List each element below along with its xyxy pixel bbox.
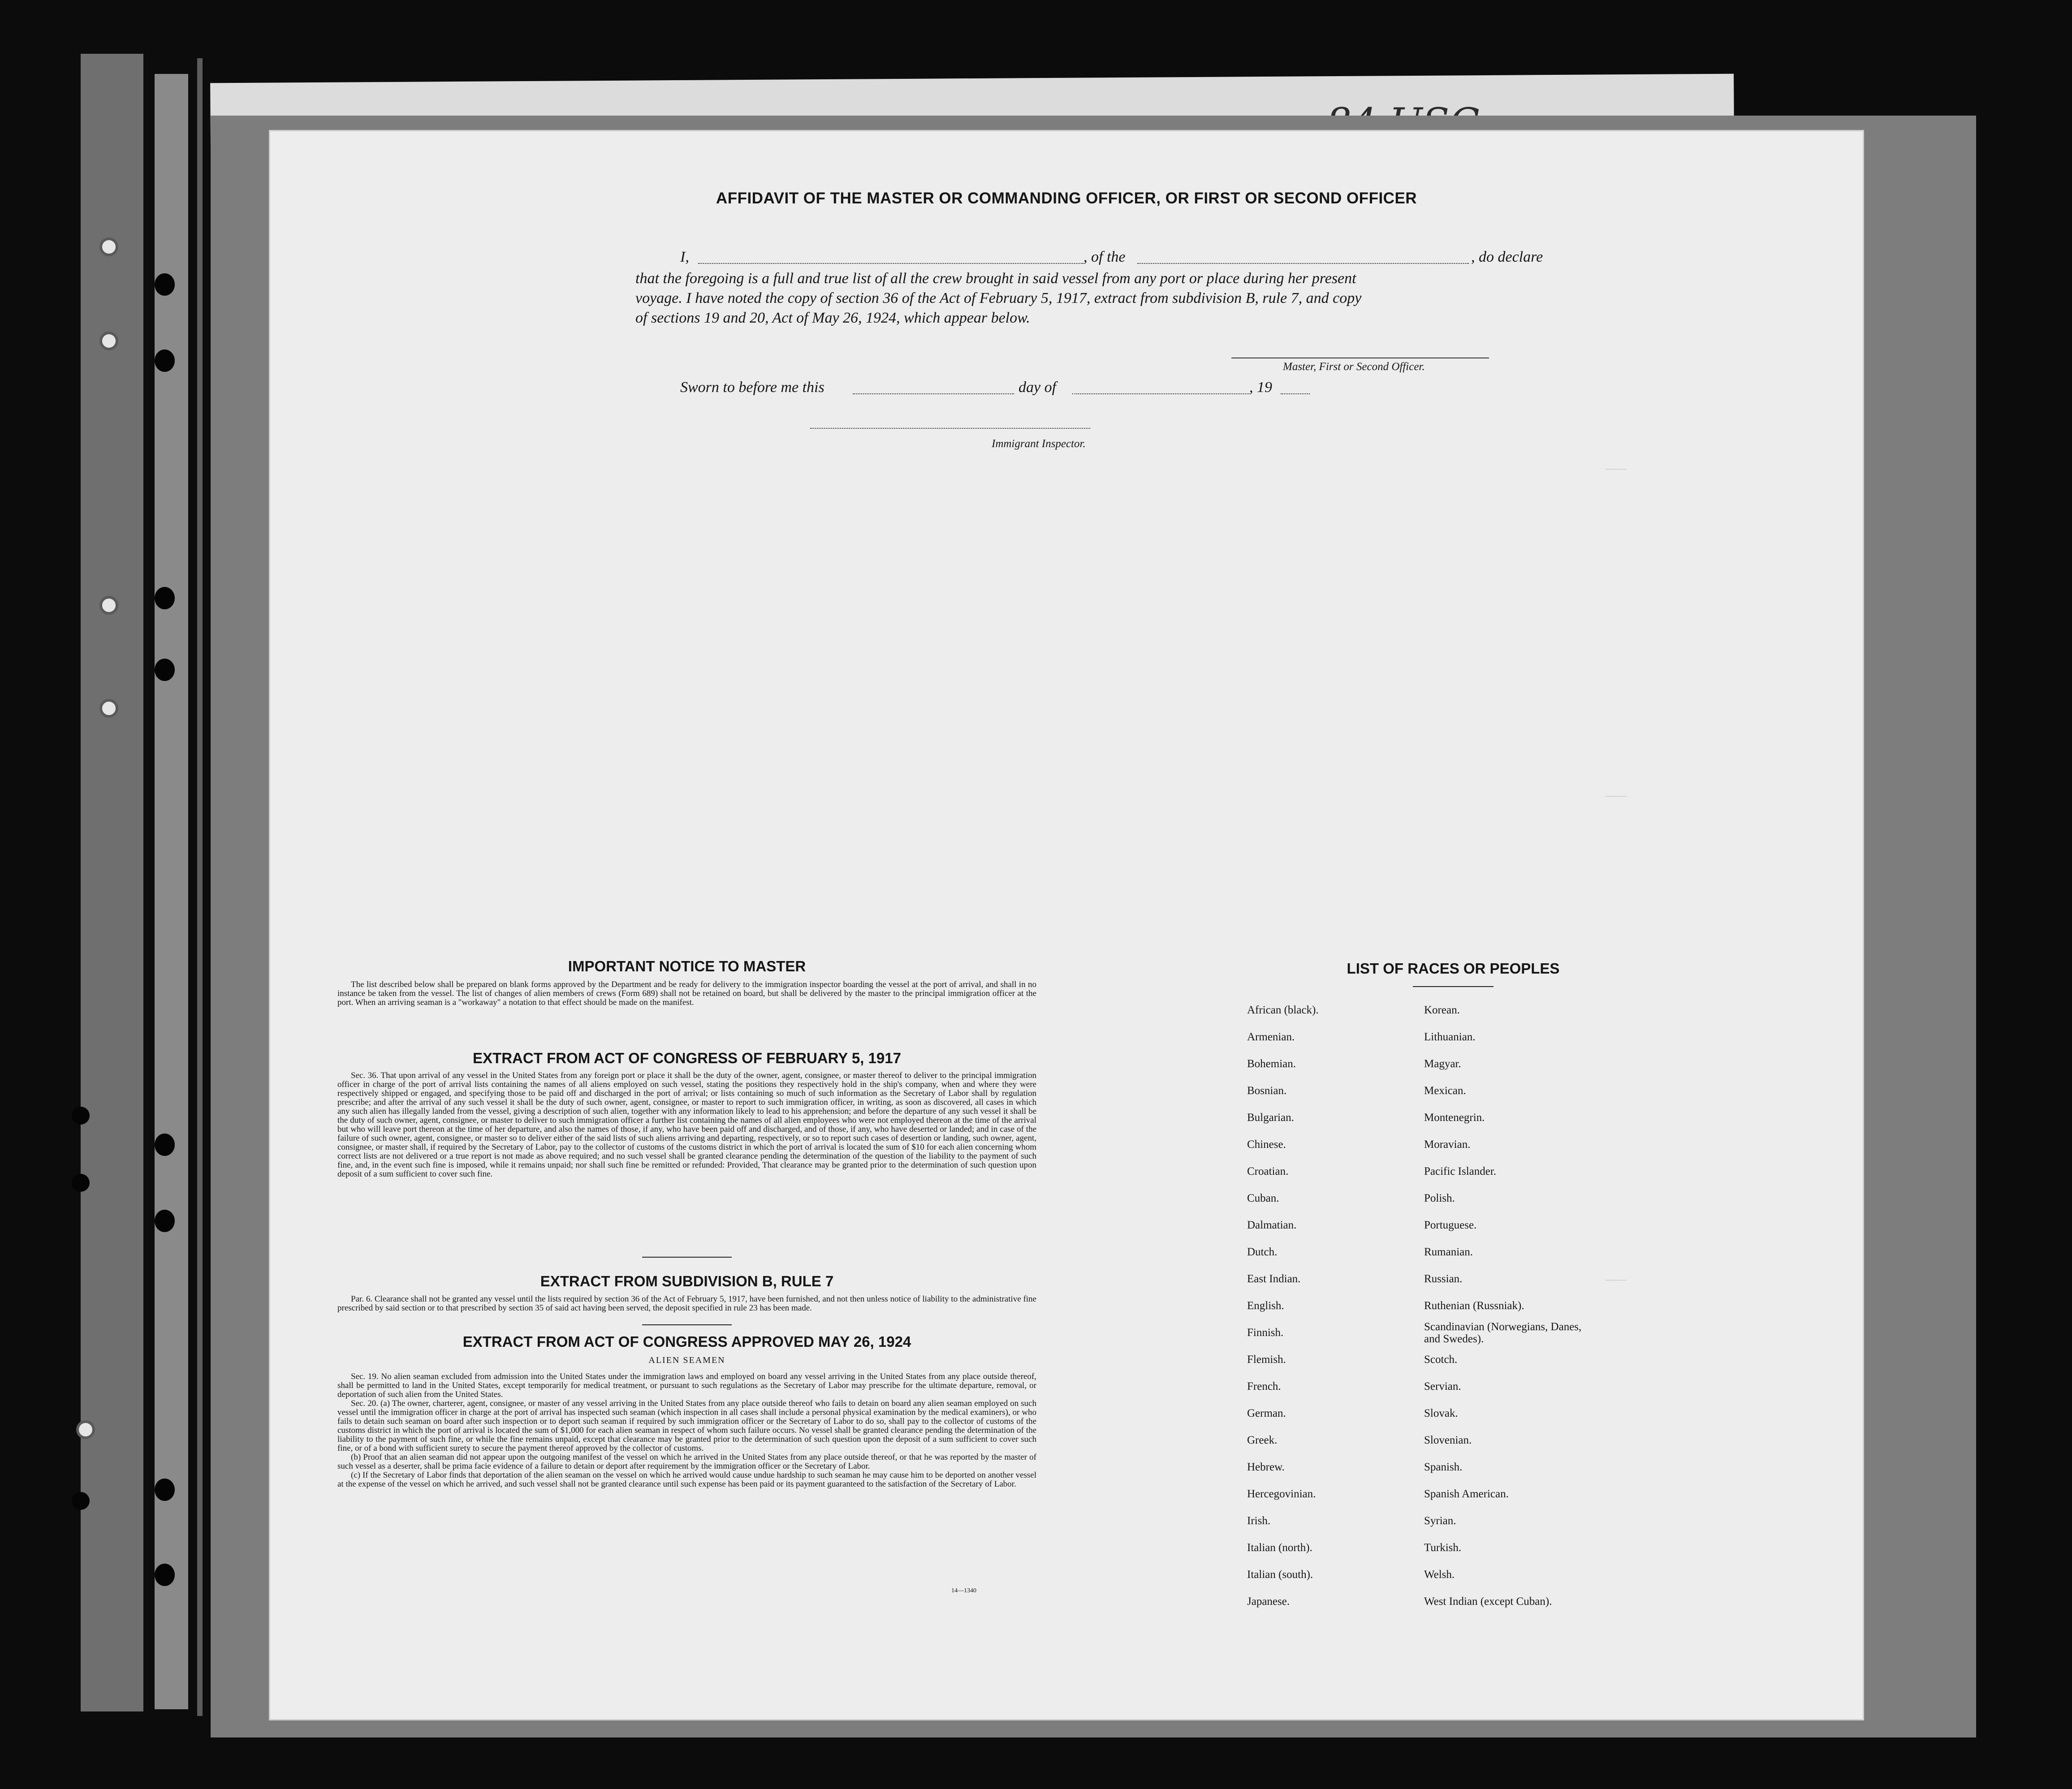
race-item: Servian. [1424,1380,1461,1392]
vessel-field [1137,263,1469,264]
race-item: Slovenian. [1424,1434,1472,1446]
sworn-label: Sworn to before me this [680,379,824,396]
extract-1917-title: EXTRACT FROM ACT OF CONGRESS OF FEBRUARY 5, 1917 [473,1050,901,1066]
race-item: Rumanian. [1424,1246,1473,1258]
binder-hole [76,1420,95,1439]
race-item: Armenian. [1247,1031,1295,1043]
race-item: Korean. [1424,1004,1460,1016]
binder-hole [155,1564,175,1586]
race-item: Hebrew. [1247,1461,1285,1473]
race-item: Lithuanian. [1424,1031,1476,1043]
binder-hole [155,659,175,681]
section-20c-paragraph: (c) If the Secretary of Labor finds that deportation of the alien seaman on the vessel on which he arrived would cause undue hardship to such seaman he may cause him to be deported on another vessel at the expense of the vessel on which he arrived, and such vessel shall not be granted clearance until such expense has been paid or its payment guaranteed to the satisfaction of the Secretary of Labor. [337,1470,1036,1489]
race-item: Finnish. [1247,1327,1284,1339]
inspector-caption: Immigrant Inspector. [992,438,1086,450]
binder-hole [72,1174,90,1192]
section-36-paragraph: Sec. 36. That upon arrival of any vessel in the United States from any foreign port or place it shall be the duty of the owner, agent, consignee, or master thereof to deliver to the principal immigration officer in charge of the port of arrival lists containing the names of all aliens employed on such vessel, stating the positions they respectively hold in the ship's company, when and where they were respectively shipped or engaged, and specifying those to be paid off and discharged in the port of arrival; or lists containing so much of such information as the Secretary of Labor shall by regulation prescribe; and after the arrival of any such vessel it shall be the duty of such owner, agent, consignee, or master to report to such immigration officer, in writing, as soon as discovered, all cases in which any such alien has illegally landed from the vessel, giving a description of such alien, together with any information likely to lead to his apprehension; and before the departure of any such vessel it shall be the duty of such owner, agent, consignee, or master to deliver to such immigration officer a further list containing the names of all alien employees who were not employed thereon at the time of the arrival but who will leave port thereon at the time of her departure, and also the names of those, if any, who have been paid off and discharged, and of those, if any, who have deserted or landed; and in case of the failure of such owner, agent, consignee, or master so to deliver either of the said lists of such aliens arriving and departing, respectively, or so to report such cases of desertion or landing, such owner, agent, consignee, or master shall, if required by the Secretary of Labor, pay to the collector of customs of the customs district in which the port of arrival is located the sum of $10 for each alien concerning whom correct lists are not delivered or a true report is not made as above required; and no such vessel shall be granted clearance pending the determination of the question of the liability to the payment of such fine, and, in the event such fine is imposed, while it remains unpaid; nor shall such fine be remitted or refunded: Provided, That clearance may be granted prior to the determination of such question upon deposit of a sum sufficient to cover such fine. [337,1071,1036,1179]
affidavit-line4: of sections 19 and 20, Act of May 26, 1924, which appear below. [635,310,1030,326]
race-item: Italian (south). [1247,1569,1313,1581]
race-item: Japanese. [1247,1595,1290,1608]
notice-paragraph: The list described below shall be prepared on blank forms approved by the Department and be ready for delivery to the immigration inspector boarding the vessel at the port of arrival, and shall in no instance be taken from the vessel. The list of changes of alien members of crews (Form 689) shall not be retained on board, but shall be delivered by the master to the principal immigration officer at the port. When an arriving seaman is a "workaway" a notation to that effect should be made on the manifest. [337,980,1036,1007]
race-item: Russian. [1424,1273,1463,1285]
binder-strip-left [81,54,143,1711]
alien-seamen-subtitle: ALIEN SEAMEN [648,1355,725,1365]
affidavit-line1-i: I, [680,249,689,265]
races-right-column [1424,997,1594,1615]
form-number: 14—1340 [951,1587,976,1594]
extract-rule7-text [337,1295,1036,1313]
race-item: West Indian (except Cuban). [1424,1595,1552,1608]
section-divider [642,1257,732,1258]
bleed-through-mark: ___ [1606,1269,1627,1283]
binder-strip-right [155,74,188,1709]
race-item: English. [1247,1300,1284,1312]
inspector-signature-line [810,428,1090,429]
rule7-paragraph: Par. 6. Clearance shall not be granted any vessel until the lists required by section 36 of the Act of February 5, 1917, have been furnished, and not then unless notice of liability to the administrative fine prescribed by said section or to that prescribed by section 35 of said act having been served, the deposit specified in rule 23 has been made. [337,1294,1036,1313]
race-item: Chinese. [1247,1138,1286,1151]
binder-hole [155,587,175,609]
section-divider [642,1324,732,1325]
extract-1917-text [337,1071,1036,1179]
binder-hole [99,332,118,350]
affidavit-line1-of-the: , of the [1083,249,1126,265]
affidavit-title: AFFIDAVIT OF THE MASTER OR COMMANDING OFFICER, OR FIRST OR SECOND OFFICER [716,190,1417,207]
race-item: Dalmatian. [1247,1219,1297,1231]
race-item: Cuban. [1247,1192,1279,1204]
day-of-label: day of [1019,379,1057,396]
binder-hole [72,1107,90,1125]
race-item: Welsh. [1424,1569,1455,1581]
race-item: Scandinavian (Norwegians, Danes, and Swedes). [1424,1321,1582,1345]
affidavit-line2: that the foregoing is a full and true list of all the crew brought in said vessel from any port or place during her present [635,270,1356,287]
sworn-day-field [853,393,1014,394]
race-item: Bohemian. [1247,1058,1296,1070]
race-item: Dutch. [1247,1246,1278,1258]
affidavit-line1-declare: , do declare [1471,249,1543,265]
races-title: LIST OF RACES OR PEOPLES [1347,960,1560,977]
year-label: , 19 [1249,379,1272,396]
race-item: Ruthenian (Russniak). [1424,1300,1524,1312]
race-item: Turkish. [1424,1542,1462,1554]
master-signature-caption: Master, First or Second Officer. [1283,361,1425,373]
race-item: Greek. [1247,1434,1278,1446]
section-19-paragraph: Sec. 19. No alien seaman excluded from admission into the United States under the immigration laws and employed on board any vessel arriving in the United States from any place outside thereof, shall be permitted to land in the United States, except temporarily for medical treatment, or pursuant to such regulations as the Secretary of Labor may prescribe for the ultimate departure, removal, or deportation of such alien from the United States. [337,1372,1036,1399]
race-item: Hercegovinian. [1247,1488,1316,1500]
race-item: Polish. [1424,1192,1455,1204]
binder-hole [155,273,175,296]
binder-hole [155,349,175,372]
notice-text [337,980,1036,1007]
race-item: African (black). [1247,1004,1319,1016]
race-item: Magyar. [1424,1058,1461,1070]
sworn-month-field [1072,393,1249,394]
race-item: Scotch. [1424,1354,1458,1366]
race-item: Italian (north). [1247,1542,1312,1554]
extract-1924-title: EXTRACT FROM ACT OF CONGRESS APPROVED MAY 26, 1924 [462,1333,911,1350]
races-title-rule [1413,986,1494,987]
race-item: Pacific Islander. [1424,1165,1497,1177]
race-item: Portuguese. [1424,1219,1477,1231]
binder-hole [155,1134,175,1156]
bleed-through-mark: ___ [1606,785,1627,799]
race-item: Montenegrin. [1424,1112,1485,1124]
extract-1924-text [337,1372,1036,1489]
race-item: Croatian. [1247,1165,1289,1177]
binder-rail [197,58,203,1716]
race-item: Flemish. [1247,1354,1286,1366]
race-item: Mexican. [1424,1085,1466,1097]
race-item: Syrian. [1424,1515,1456,1527]
race-item: Spanish American. [1424,1488,1509,1500]
races-left-column [1247,997,1319,1615]
bleed-through-mark: ___ [1606,458,1627,472]
race-item: Bosnian. [1247,1085,1287,1097]
race-item: French. [1247,1380,1281,1392]
binder-hole [99,237,118,256]
document-page [269,130,1864,1720]
extract-rule7-title: EXTRACT FROM SUBDIVISION B, RULE 7 [540,1273,834,1289]
notice-title: IMPORTANT NOTICE TO MASTER [568,958,806,974]
race-item: Moravian. [1424,1138,1471,1151]
race-item: Slovak. [1424,1407,1458,1419]
race-item: German. [1247,1407,1286,1419]
binder-hole [99,699,118,718]
section-20b-paragraph: (b) Proof that an alien seaman did not appear upon the outgoing manifest of the vessel on which he arrived in the United States from any place outside thereof, or that he was reported by the master of such vessel as a deserter, shall be prima facie evidence of a failure to detain or deport after requirement by the immigration officer or the Secretary of Labor. [337,1453,1036,1471]
section-20a-paragraph: Sec. 20. (a) The owner, charterer, agent, consignee, or master of any vessel arriving in the United States from any place outside thereof who fails to detain on board any alien seaman employed on such vessel until the immigration officer in charge at the port of arrival has inspected such seaman (which inspection in all cases shall include a personal physical examination by the medical examiners), or who fails to detain such seaman on board after such inspection or to deport such seaman if required by such immigration officer or the Secretary of Labor to do so, shall pay to the collector of customs of the customs district in which the port of arrival is located the sum of $1,000 for each alien seaman in respect of whom such failure occurs. No vessel shall be granted clearance pending the determination of the liability to the payment of such fine, or while the fine remains unpaid, except that clearance may be granted prior to the determination of such question upon the deposit of a sum sufficient to cover such fine, or of a bond with sufficient surety to secure the payment thereof approved by the collector of customs. [337,1399,1036,1453]
binder-hole [155,1210,175,1232]
affidavit-line3: voyage. I have noted the copy of section 36 of the Act of February 5, 1917, extract from subdivision B, rule 7, and copy [635,290,1362,306]
binder-hole [72,1492,90,1510]
race-item: Irish. [1247,1515,1271,1527]
name-field [698,263,1083,264]
binder-hole [99,596,118,615]
sworn-year-field [1281,393,1310,394]
race-item: Spanish. [1424,1461,1463,1473]
binder-hole [155,1479,175,1501]
race-item: East Indian. [1247,1273,1301,1285]
race-item: Bulgarian. [1247,1112,1294,1124]
